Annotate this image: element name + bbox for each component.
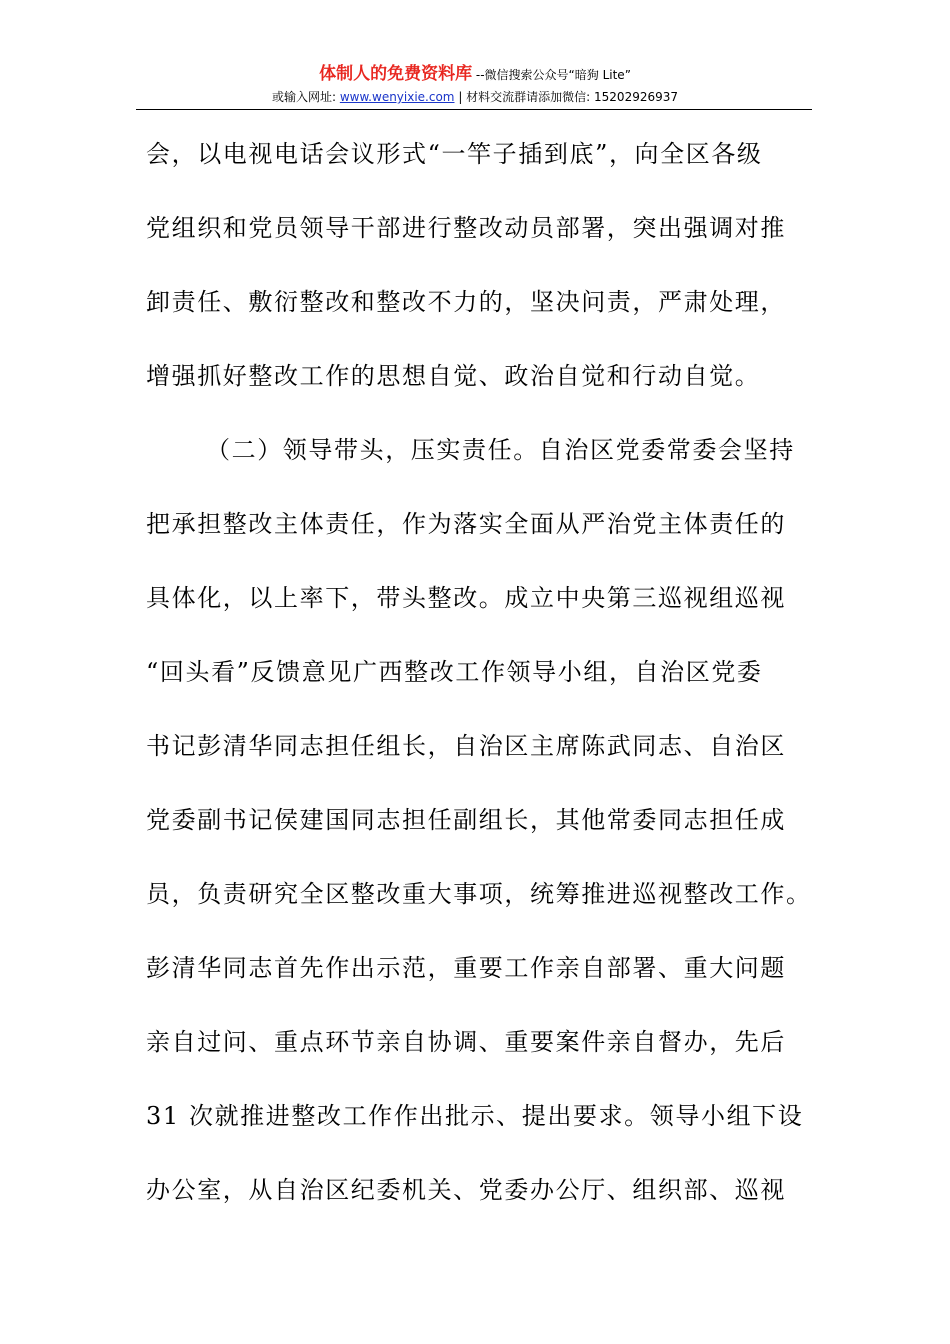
paragraph-start-line: （二）领导带头，压实责任。自治区党委常委会坚持 [206, 436, 795, 464]
text-line: 彭清华同志首先作出示范，重要工作亲自部署、重大问题 [146, 954, 786, 982]
text-line: 亲自过问、重点环节亲自协调、重要案件亲自督办，先后 [146, 1028, 786, 1056]
website-link[interactable]: www.wenyixie.com [339, 90, 455, 104]
header-tagline: --微信搜索公众号“暗狗 Lite” [472, 68, 631, 82]
text-line: 具体化，以上率下，带头整改。成立中央第三巡视组巡视 [146, 584, 786, 612]
text-line: “回头看”反馈意见广西整改工作领导小组，自治区党委 [146, 658, 763, 686]
url-prefix: 或输入网址: [271, 90, 340, 104]
text-line: 党组织和党员领导干部进行整改动员部署，突出强调对推 [146, 214, 786, 242]
text-line: 办公室，从自治区纪委机关、党委办公厅、组织部、巡视 [146, 1176, 786, 1204]
text-line: 员，负责研究全区整改重大事项，统筹推进巡视整改工作。 [146, 880, 812, 908]
text-line: 把承担整改主体责任，作为落实全面从严治党主体责任的 [146, 510, 786, 538]
brand-title: 体制人的免费资料库 [319, 64, 473, 84]
text-line: 卸责任、敷衍整改和整改不力的，坚决问责，严肃处理， [146, 288, 786, 316]
text-line: 党委副书记侯建国同志担任副组长，其他常委同志担任成 [146, 806, 786, 834]
text-line: 31 次就推进整改工作作出批示、提出要求。领导小组下设 [146, 1102, 804, 1130]
text-line: 会，以电视电话会议形式“一竿子插到底”，向全区各级 [146, 140, 763, 168]
contact-info: | 材料交流群请添加微信: 15202926937 [454, 90, 679, 104]
text-line: 书记彭清华同志担任组长，自治区主席陈武同志、自治区 [146, 732, 786, 760]
text-line: 增强抓好整改工作的思想自觉、政治自觉和行动自觉。 [146, 362, 761, 390]
